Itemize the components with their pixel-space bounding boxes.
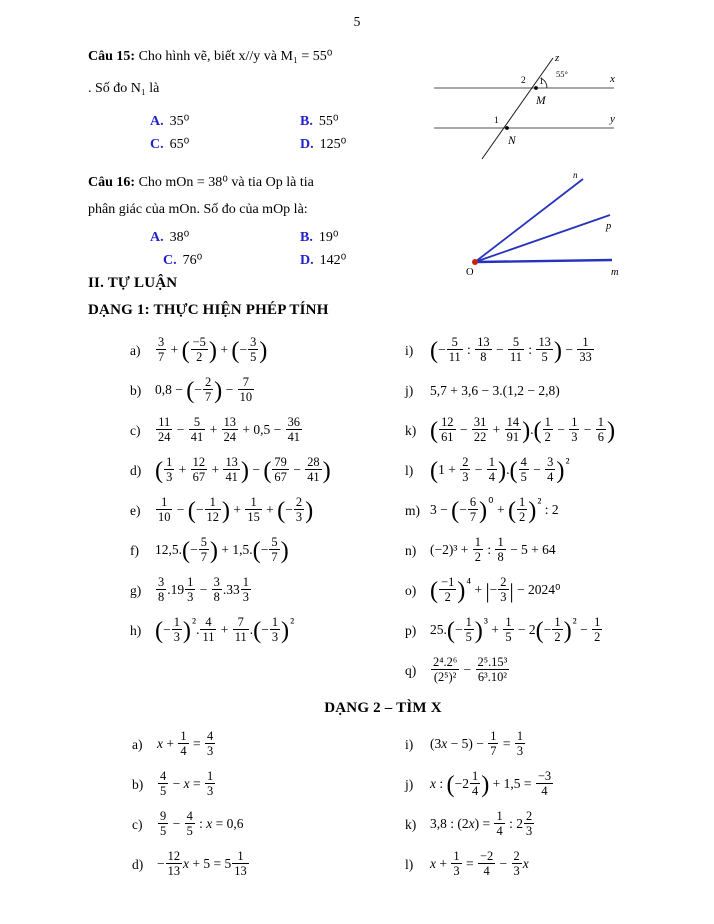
question-15 [88, 46, 433, 156]
item-expression: ( $\frac{12}{61}$ − $\frac{31}{22}$ + $\frac{14}{91}$ ).( $\frac{1}{2}$ − $\frac{1}{3}$ − $\frac{1}{6}$ ) [430, 414, 616, 444]
point-N-dot [505, 126, 509, 130]
label-M: M [536, 95, 546, 107]
item-expression: 25.(− $\frac{1}{5}$ )³ + $\frac{1}{5}$ − 2(− $\frac{1}{2}$ )² − $\frac{1}{2}$ [430, 614, 601, 644]
exercise-item [130, 334, 402, 367]
item-expression: $\frac{\text{2⁴.2⁶}}{\text{(2⁵)²}}$ − $\frac{\text{2⁵.15³}}{\text{6³.10²}}$ [433, 654, 508, 684]
item-label: k) [405, 816, 417, 832]
exercise-item [405, 374, 710, 407]
figure-angle-rays [450, 168, 660, 288]
exercise-item [132, 768, 392, 801]
exercise-item [130, 614, 402, 647]
item-label: f) [130, 542, 139, 558]
exercise-item [405, 454, 710, 487]
section-tu-luan: II. TỰ LUẬN [88, 275, 178, 291]
exercise-item [130, 534, 402, 567]
option-c [150, 249, 300, 272]
ray-m [475, 260, 612, 262]
label-m: m [611, 267, 619, 278]
item-label: k) [405, 422, 417, 438]
question-15-text1: Cho hình vẽ, biết x//y và M₁ = 55⁰ [138, 49, 333, 64]
option-letter: D. [300, 253, 314, 268]
item-expression: x : (−2 $\frac{1}{4}$ ) + 1,5 = $\frac{-3}{4}$ [430, 768, 552, 798]
item-label: q) [405, 662, 417, 678]
option-value: 125⁰ [319, 137, 347, 152]
exercise-item [405, 574, 710, 607]
item-label: j) [405, 776, 414, 792]
item-expression: ( $\frac{1}{3}$ + $\frac{12}{67}$ + $\frac{13}{41}$ ) − ( $\frac{79}{67}$ − $\frac{28}{41}$ ) [155, 454, 331, 484]
exercise-item [130, 414, 402, 447]
option-letter: C. [150, 137, 164, 152]
item-expression: (− $\frac{1}{3}$ )². $\frac{4}{11}$ + $\frac{7}{11}$ .(− $\frac{1}{3}$ )² [155, 614, 295, 644]
item-expression: − $\frac{12}{13}$ x + 5 = 5 $\frac{1}{13}$ [157, 848, 247, 878]
question-15-line2: . Số đo N₁ là [88, 81, 160, 96]
option-b [300, 226, 460, 249]
option-a [150, 226, 300, 249]
item-label: d) [132, 856, 144, 872]
exercise-item [132, 848, 392, 881]
exercise-item [132, 728, 392, 761]
item-expression: x + $\frac{1}{3}$ = $\frac{-2}{4}$ − $\frac{2}{3}$ x [430, 848, 529, 878]
option-value: 65⁰ [169, 137, 190, 152]
option-value: 19⁰ [318, 230, 339, 245]
item-expression: (− $\frac{5}{11}$ : $\frac{13}{8}$ − $\frac{5}{11}$ : $\frac{13}{5}$ ) − $\frac{1}{33}$ [430, 334, 592, 364]
exercise-item [405, 534, 710, 567]
exercise-item [130, 454, 402, 487]
exercise-item [405, 414, 710, 447]
option-letter: C. [163, 253, 177, 268]
exercise-item [132, 808, 392, 841]
option-letter: B. [300, 230, 313, 245]
section-dang2: DẠNG 2 – TÌM X [324, 700, 442, 716]
exercise-item [405, 654, 710, 687]
dang1-right-column [405, 334, 710, 694]
option-letter: A. [150, 114, 164, 129]
option-value: 55⁰ [318, 114, 339, 129]
question-15-line1 [88, 46, 433, 67]
item-expression: $\frac{11}{24}$ − $\frac{5}{41}$ + $\frac{13}{24}$ + 0,5 − $\frac{36}{41}$ [158, 414, 300, 444]
figure-parallel-lines [428, 46, 620, 168]
item-label: i) [405, 342, 414, 358]
option-letter: D. [300, 137, 314, 152]
item-label: c) [130, 422, 141, 438]
option-value: 76⁰ [182, 253, 203, 268]
label-x: x [610, 73, 615, 85]
item-expression: (1 + $\frac{2}{3}$ − $\frac{1}{4}$ ).( $\frac{4}{5}$ − $\frac{3}{4}$ )² [430, 454, 570, 484]
option-d [300, 249, 460, 272]
transversal-z [482, 58, 553, 159]
dang1-left-column [130, 334, 402, 654]
question-15-options [88, 110, 433, 156]
option-letter: B. [300, 114, 313, 129]
exercise-item [405, 494, 710, 527]
exercise-item [405, 808, 705, 841]
label-N: N [508, 135, 516, 147]
item-expression: 3 − (− $\frac{6}{7}$ )⁰ + ( $\frac{1}{2}$ )² : 2 [430, 494, 559, 524]
ray-p [475, 215, 610, 262]
question-16-text1: Cho mOn = 38⁰ và tia Op là tia [138, 175, 314, 190]
question-15-label: Câu 15: [88, 49, 136, 64]
option-value: 38⁰ [169, 230, 190, 245]
point-O-dot [472, 259, 478, 265]
exercise-item [405, 768, 705, 801]
exercise-item [130, 574, 402, 607]
item-label: a) [132, 736, 143, 752]
item-expression: (−2)³ + $\frac{1}{2}$ : $\frac{1}{8}$ − 5 + 64 [430, 534, 556, 564]
item-expression: 12,5.(− $\frac{5}{7}$ ) + 1,5.(− $\frac{5}{7}$ ) [155, 534, 289, 564]
item-label: d) [130, 462, 142, 478]
label-O: O [466, 267, 474, 278]
item-label: j) [405, 382, 414, 398]
item-expression: $\frac{9}{5}$ − $\frac{4}{5}$ : x = 0,6 [160, 808, 244, 838]
option-c [150, 133, 300, 156]
item-label: c) [132, 816, 143, 832]
question-16-label: Câu 16: [88, 175, 136, 190]
label-angle-1-M: 1 [539, 77, 544, 87]
item-expression: 5,7 + 3,6 − 3.(1,2 − 2,8) [430, 382, 560, 398]
question-16-options [88, 226, 438, 272]
item-label: a) [130, 342, 141, 358]
item-label: p) [405, 622, 417, 638]
item-expression: $\frac{3}{7}$ + ( $\frac{-5}{2}$ ) + (− $\frac{3}{5}$ ) [158, 334, 268, 364]
page-number: 5 [353, 14, 361, 29]
label-y: y [610, 113, 615, 125]
option-letter: A. [150, 230, 164, 245]
section-dang1: DẠNG 1: THỰC HIỆN PHÉP TÍNH [88, 302, 329, 318]
item-label: m) [405, 502, 420, 518]
item-label: l) [405, 856, 414, 872]
exercise-item [405, 728, 705, 761]
item-expression: $\frac{1}{10}$ − (− $\frac{1}{12}$ ) + $\frac{1}{15}$ + (− $\frac{2}{3}$ ) [158, 494, 314, 524]
exercise-item [130, 494, 402, 527]
item-label: l) [405, 462, 414, 478]
item-expression: 3,8 : (2x) = $\frac{1}{4}$ : 2 $\frac{2}{3}$ [430, 808, 533, 838]
label-n: n [573, 170, 578, 180]
exercise-item [405, 334, 710, 367]
item-label: h) [130, 622, 142, 638]
question-16-line2: phân giác của mOn. Số đo của mOp là: [88, 202, 308, 217]
item-expression: $\frac{4}{5}$ − x = $\frac{1}{3}$ [160, 768, 214, 798]
item-expression: (3x − 5) − $\frac{1}{7}$ = $\frac{1}{3}$ [430, 728, 524, 758]
dang2-left-column [132, 728, 392, 888]
item-label: g) [130, 582, 142, 598]
item-expression: $\frac{3}{8}$ .19 $\frac{1}{3}$ − $\frac{3}{8}$ .33 $\frac{1}{3}$ [158, 574, 249, 604]
exercise-item [130, 374, 402, 407]
item-label: n) [405, 542, 417, 558]
item-expression: ( $\frac{-1}{2}$ )⁴ + |− $\frac{2}{3}$ | − 2024⁰ [430, 574, 561, 604]
exercise-item [405, 848, 705, 881]
option-value: 142⁰ [319, 253, 347, 268]
option-value: 35⁰ [169, 114, 190, 129]
question-16 [88, 172, 438, 272]
exercise-item [405, 614, 710, 647]
label-angle-2: 2 [521, 76, 526, 86]
item-label: b) [130, 382, 142, 398]
item-expression: x + $\frac{1}{4}$ = $\frac{4}{3}$ [157, 728, 214, 758]
item-label: i) [405, 736, 414, 752]
label-z: z [555, 52, 560, 64]
question-16-line1 [88, 172, 438, 193]
item-label: o) [405, 582, 417, 598]
ray-n [475, 179, 583, 262]
option-a [150, 110, 300, 133]
label-55deg: 55° [556, 69, 568, 79]
item-expression: 0,8 − (− $\frac{2}{7}$ ) − $\frac{7}{10}$ [155, 374, 253, 404]
label-p: p [606, 221, 612, 232]
dang2-right-column [405, 728, 705, 888]
item-label: b) [132, 776, 144, 792]
point-M-dot [534, 86, 538, 90]
item-label: e) [130, 502, 141, 518]
label-angle-1-N: 1 [494, 116, 499, 126]
